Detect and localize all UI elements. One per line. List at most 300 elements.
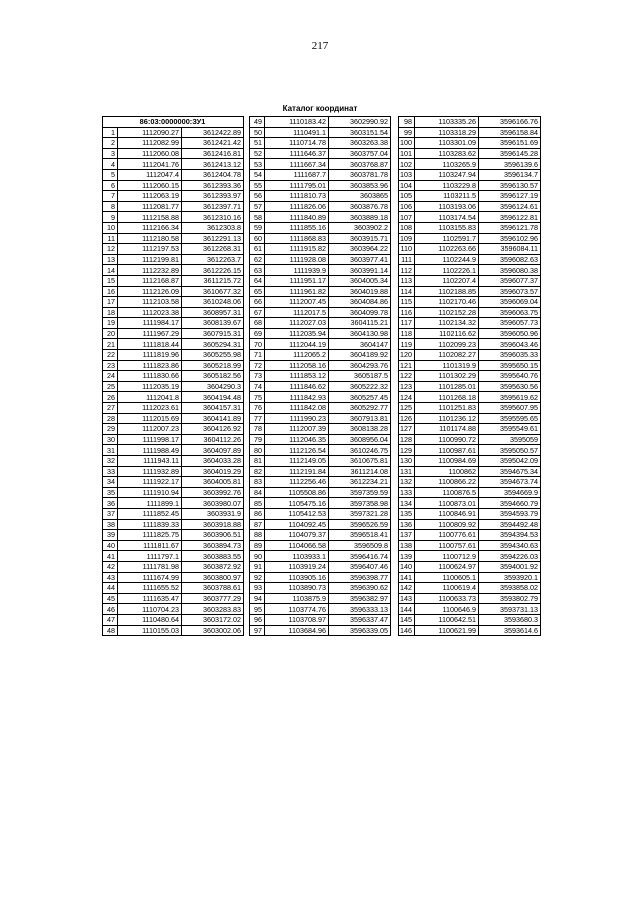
x-coordinate: 1103684.96: [265, 625, 329, 636]
table-row: [250, 614, 391, 625]
table-row: [399, 138, 541, 149]
x-coordinate: 1103919.24: [265, 561, 329, 572]
point-number: 133: [399, 487, 415, 498]
y-coordinate: 3604112.26: [182, 434, 244, 445]
y-coordinate: 3603991.14: [329, 265, 391, 276]
x-coordinate: 1111825.75: [118, 530, 182, 541]
x-coordinate: 1112126.09: [118, 286, 182, 297]
point-number: 30: [103, 434, 118, 445]
coordinate-table-right: [398, 116, 541, 636]
point-number: 31: [103, 445, 118, 456]
table-row: [250, 169, 391, 180]
x-coordinate: 1112017.5: [265, 307, 329, 318]
x-coordinate: 1100646.9: [415, 604, 479, 615]
x-coordinate: 1111826.06: [265, 201, 329, 212]
point-number: 27: [103, 403, 118, 414]
y-coordinate: 3604147: [329, 339, 391, 350]
y-coordinate: 3595059: [479, 434, 541, 445]
x-coordinate: 1100876.5: [415, 487, 479, 498]
point-number: 26: [103, 392, 118, 403]
coordinate-table-middle: [249, 116, 391, 636]
x-coordinate: 1110480.64: [118, 614, 182, 625]
y-coordinate: 3610677.32: [182, 286, 244, 297]
table-row: [103, 519, 244, 530]
point-number: 72: [250, 360, 265, 371]
table-row: [103, 583, 244, 594]
point-number: 51: [250, 138, 265, 149]
table-row: [399, 466, 541, 477]
y-coordinate: 3596073.57: [479, 286, 541, 297]
point-number: 32: [103, 456, 118, 467]
point-number: 44: [103, 583, 118, 594]
table-row: [250, 530, 391, 541]
table-row: [103, 392, 244, 403]
x-coordinate: 1102244.9: [415, 254, 479, 265]
y-coordinate: 3608957.31: [182, 307, 244, 318]
table-row: [103, 381, 244, 392]
x-coordinate: 1111928.08: [265, 254, 329, 265]
table-row: [250, 392, 391, 403]
x-coordinate: 1102207.4: [415, 275, 479, 286]
table-row: [399, 244, 541, 255]
table-row: [250, 424, 391, 435]
table-row: [399, 456, 541, 467]
x-coordinate: 1112035.94: [265, 328, 329, 339]
point-number: 20: [103, 328, 118, 339]
x-coordinate: 1102263.66: [415, 244, 479, 255]
point-number: 87: [250, 519, 265, 530]
y-coordinate: 3603918.88: [182, 519, 244, 530]
x-coordinate: 1111811.67: [118, 540, 182, 551]
x-coordinate: 1112191.84: [265, 466, 329, 477]
table-row: [250, 254, 391, 265]
x-coordinate: 1104079.37: [265, 530, 329, 541]
x-coordinate: 1111922.17: [118, 477, 182, 488]
table-row: [103, 138, 244, 149]
table-row: [399, 572, 541, 583]
y-coordinate: 3595607.95: [479, 403, 541, 414]
x-coordinate: 1101236.12: [415, 413, 479, 424]
point-number: 143: [399, 593, 415, 604]
point-number: 64: [250, 275, 265, 286]
point-number: 65: [250, 286, 265, 297]
y-coordinate: 3596139.6: [479, 159, 541, 170]
y-coordinate: 3596127.19: [479, 191, 541, 202]
table-row: [250, 551, 391, 562]
y-coordinate: 3596084.11: [479, 244, 541, 255]
table-row: [250, 328, 391, 339]
table-row: [399, 328, 541, 339]
y-coordinate: 3604157.31: [182, 403, 244, 414]
x-coordinate: 1111932.89: [118, 466, 182, 477]
x-coordinate: 1111990.23: [265, 413, 329, 424]
table-row: [399, 519, 541, 530]
table-row: [399, 254, 541, 265]
table-row: [399, 275, 541, 286]
x-coordinate: 1111655.52: [118, 583, 182, 594]
table-row: [399, 614, 541, 625]
x-coordinate: 1112232.89: [118, 265, 182, 276]
y-coordinate: 3603151.54: [329, 127, 391, 138]
point-number: 111: [399, 254, 415, 265]
point-number: 141: [399, 572, 415, 583]
table-row: [250, 445, 391, 456]
point-number: 73: [250, 371, 265, 382]
point-number: 12: [103, 244, 118, 255]
point-number: 131: [399, 466, 415, 477]
table-row: [399, 530, 541, 541]
y-coordinate: 3595595.65: [479, 413, 541, 424]
point-number: 29: [103, 424, 118, 435]
x-coordinate: 1110155.03: [118, 625, 182, 636]
y-coordinate: 3604097.89: [182, 445, 244, 456]
x-coordinate: 1103905.16: [265, 572, 329, 583]
point-number: 137: [399, 530, 415, 541]
y-coordinate: 3596509.8: [329, 540, 391, 551]
y-coordinate: 3604084.86: [329, 297, 391, 308]
y-coordinate: 3603964.22: [329, 244, 391, 255]
y-coordinate: 3596333.13: [329, 604, 391, 615]
x-coordinate: 1112046.35: [265, 434, 329, 445]
table-row: [103, 201, 244, 212]
table-row: [103, 244, 244, 255]
y-coordinate: 3605182.56: [182, 371, 244, 382]
point-number: 108: [399, 222, 415, 233]
x-coordinate: 1112027.03: [265, 318, 329, 329]
table-row: [250, 318, 391, 329]
y-coordinate: 3603980.07: [182, 498, 244, 509]
y-coordinate: 3612234.21: [329, 477, 391, 488]
point-number: 25: [103, 381, 118, 392]
table-row: [103, 360, 244, 371]
y-coordinate: 3607913.81: [329, 413, 391, 424]
table-row: [399, 117, 541, 128]
table-row: [250, 275, 391, 286]
y-coordinate: 3605222.32: [329, 381, 391, 392]
y-coordinate: 3612303.8: [182, 222, 244, 233]
x-coordinate: 1100642.51: [415, 614, 479, 625]
point-number: 2: [103, 138, 118, 149]
point-number: 28: [103, 413, 118, 424]
x-coordinate: 1103774.76: [265, 604, 329, 615]
table-row: [103, 328, 244, 339]
table-row: [103, 487, 244, 498]
table-row: [399, 434, 541, 445]
point-number: 98: [399, 117, 415, 128]
table-row: [103, 275, 244, 286]
point-number: 93: [250, 583, 265, 594]
table-row: [399, 191, 541, 202]
table-row: [103, 424, 244, 435]
table-row: [103, 307, 244, 318]
point-number: 69: [250, 328, 265, 339]
point-number: 60: [250, 233, 265, 244]
y-coordinate: 3596158.84: [479, 127, 541, 138]
y-coordinate: 3612422.89: [182, 127, 244, 138]
y-coordinate: 3595549.61: [479, 424, 541, 435]
table-row: [250, 148, 391, 159]
x-coordinate: 1112081.77: [118, 201, 182, 212]
table-row: [399, 222, 541, 233]
y-coordinate: 3593614.6: [479, 625, 541, 636]
y-coordinate: 3612226.15: [182, 265, 244, 276]
x-coordinate: 1111818.44: [118, 339, 182, 350]
point-number: 128: [399, 434, 415, 445]
table-row: [250, 625, 391, 636]
x-coordinate: 1100776.61: [415, 530, 479, 541]
x-coordinate: 1111855.16: [265, 222, 329, 233]
table-row: [399, 445, 541, 456]
point-number: 6: [103, 180, 118, 191]
point-number: 34: [103, 477, 118, 488]
point-number: 40: [103, 540, 118, 551]
y-coordinate: 3603902.2: [329, 222, 391, 233]
point-number: 37: [103, 508, 118, 519]
table-row: [250, 201, 391, 212]
y-coordinate: 3596130.57: [479, 180, 541, 191]
point-number: 97: [250, 625, 265, 636]
y-coordinate: 3612416.81: [182, 148, 244, 159]
y-coordinate: 3612263.7: [182, 254, 244, 265]
y-coordinate: 3594492.48: [479, 519, 541, 530]
y-coordinate: 3603172.02: [182, 614, 244, 625]
y-coordinate: 3605294.31: [182, 339, 244, 350]
table-row: [250, 360, 391, 371]
table-row: [250, 371, 391, 382]
table-row: [399, 625, 541, 636]
x-coordinate: 1111846.62: [265, 381, 329, 392]
x-coordinate: 1102134.32: [415, 318, 479, 329]
point-number: 138: [399, 540, 415, 551]
y-coordinate: 3603757.04: [329, 148, 391, 159]
y-coordinate: 3612397.71: [182, 201, 244, 212]
x-coordinate: 1112044.19: [265, 339, 329, 350]
table-row: [399, 307, 541, 318]
table-row: [250, 572, 391, 583]
x-coordinate: 1112015.69: [118, 413, 182, 424]
y-coordinate: 3594340.63: [479, 540, 541, 551]
table-row: [103, 614, 244, 625]
point-number: 9: [103, 212, 118, 223]
x-coordinate: 1103155.83: [415, 222, 479, 233]
x-coordinate: 1100873.01: [415, 498, 479, 509]
y-coordinate: 3596526.59: [329, 519, 391, 530]
y-coordinate: 3603915.71: [329, 233, 391, 244]
point-number: 46: [103, 604, 118, 615]
table-row: [250, 466, 391, 477]
y-coordinate: 3594226.03: [479, 551, 541, 562]
y-coordinate: 3594673.74: [479, 477, 541, 488]
y-coordinate: 3605218.99: [182, 360, 244, 371]
y-coordinate: 3595042.09: [479, 456, 541, 467]
point-number: 47: [103, 614, 118, 625]
y-coordinate: 3595650.15: [479, 360, 541, 371]
table-row: [399, 212, 541, 223]
point-number: 119: [399, 339, 415, 350]
y-coordinate: 3596077.37: [479, 275, 541, 286]
x-coordinate: 1112090.27: [118, 127, 182, 138]
x-coordinate: 1112060.08: [118, 148, 182, 159]
y-coordinate: 3604141.89: [182, 413, 244, 424]
point-number: 39: [103, 530, 118, 541]
point-number: 95: [250, 604, 265, 615]
y-coordinate: 3594593.79: [479, 508, 541, 519]
table-row: [103, 233, 244, 244]
x-coordinate: 1103247.94: [415, 169, 479, 180]
y-coordinate: 3603865: [329, 191, 391, 202]
y-coordinate: 3603889.18: [329, 212, 391, 223]
y-coordinate: 3610675.81: [329, 456, 391, 467]
point-number: 90: [250, 551, 265, 562]
table-row: [399, 551, 541, 562]
y-coordinate: 3595640.76: [479, 371, 541, 382]
table-row: [103, 222, 244, 233]
y-coordinate: 3612393.97: [182, 191, 244, 202]
x-coordinate: 1101302.29: [415, 371, 479, 382]
point-number: 121: [399, 360, 415, 371]
x-coordinate: 1112058.16: [265, 360, 329, 371]
y-coordinate: 3604099.78: [329, 307, 391, 318]
y-coordinate: 3596145.28: [479, 148, 541, 159]
table-row: [103, 169, 244, 180]
x-coordinate: 1111899.1: [118, 498, 182, 509]
table-row: [250, 339, 391, 350]
table-row: [250, 180, 391, 191]
y-coordinate: 3597321.28: [329, 508, 391, 519]
table-row: [399, 487, 541, 498]
x-coordinate: 1111988.49: [118, 445, 182, 456]
x-coordinate: 1101174.88: [415, 424, 479, 435]
x-coordinate: 1111687.7: [265, 169, 329, 180]
x-coordinate: 1112180.58: [118, 233, 182, 244]
point-number: 81: [250, 456, 265, 467]
point-number: 82: [250, 466, 265, 477]
point-number: 50: [250, 127, 265, 138]
table-row: [399, 350, 541, 361]
x-coordinate: 1103229.8: [415, 180, 479, 191]
y-coordinate: 3610248.06: [182, 297, 244, 308]
y-coordinate: 3604033.28: [182, 456, 244, 467]
x-coordinate: 1105475.16: [265, 498, 329, 509]
x-coordinate: 1112041.8: [118, 392, 182, 403]
x-coordinate: 1111810.73: [265, 191, 329, 202]
table-row: [399, 286, 541, 297]
table-row: [103, 561, 244, 572]
x-coordinate: 1100984.69: [415, 456, 479, 467]
table-row: [250, 222, 391, 233]
y-coordinate: 3604194.48: [182, 392, 244, 403]
point-number: 94: [250, 593, 265, 604]
point-number: 124: [399, 392, 415, 403]
y-coordinate: 3596518.41: [329, 530, 391, 541]
point-number: 104: [399, 180, 415, 191]
y-coordinate: 3608956.04: [329, 434, 391, 445]
table-row: [250, 413, 391, 424]
x-coordinate: 1112023.38: [118, 307, 182, 318]
point-number: 140: [399, 561, 415, 572]
y-coordinate: 3605292.77: [329, 403, 391, 414]
x-coordinate: 1112035.19: [118, 381, 182, 392]
point-number: 19: [103, 318, 118, 329]
x-coordinate: 1103318.29: [415, 127, 479, 138]
y-coordinate: 3603768.87: [329, 159, 391, 170]
point-number: 16: [103, 286, 118, 297]
point-number: 10: [103, 222, 118, 233]
table-row: [103, 625, 244, 636]
y-coordinate: 3612421.42: [182, 138, 244, 149]
point-number: 74: [250, 381, 265, 392]
x-coordinate: 1100987.61: [415, 445, 479, 456]
point-number: 67: [250, 307, 265, 318]
table-row: [250, 477, 391, 488]
x-coordinate: 1103174.54: [415, 212, 479, 223]
y-coordinate: 3611215.72: [182, 275, 244, 286]
y-coordinate: 3596390.62: [329, 583, 391, 594]
y-coordinate: 3604126.92: [182, 424, 244, 435]
x-coordinate: 1111943.11: [118, 456, 182, 467]
table-row: [250, 191, 391, 202]
y-coordinate: 3596050.96: [479, 328, 541, 339]
y-coordinate: 3612393.36: [182, 180, 244, 191]
y-coordinate: 3596035.33: [479, 350, 541, 361]
point-number: 75: [250, 392, 265, 403]
table-row: [250, 265, 391, 276]
x-coordinate: 1111797.1: [118, 551, 182, 562]
table-row: [399, 360, 541, 371]
point-number: 129: [399, 445, 415, 456]
x-coordinate: 1102188.85: [415, 286, 479, 297]
table-row: [399, 498, 541, 509]
table-row: [250, 561, 391, 572]
table-row: [399, 297, 541, 308]
x-coordinate: 1111674.99: [118, 572, 182, 583]
y-coordinate: 3594394.53: [479, 530, 541, 541]
point-number: 144: [399, 604, 415, 615]
point-number: 45: [103, 593, 118, 604]
point-number: 118: [399, 328, 415, 339]
point-number: 52: [250, 148, 265, 159]
table-row: [103, 540, 244, 551]
table-row: [103, 604, 244, 615]
x-coordinate: 1103211.5: [415, 191, 479, 202]
point-number: 43: [103, 572, 118, 583]
point-number: 91: [250, 561, 265, 572]
y-coordinate: 3612310.16: [182, 212, 244, 223]
x-coordinate: 1100619.4: [415, 583, 479, 594]
point-number: 55: [250, 180, 265, 191]
y-coordinate: 3603800.97: [182, 572, 244, 583]
x-coordinate: 1103890.73: [265, 583, 329, 594]
y-coordinate: 3593858.02: [479, 583, 541, 594]
x-coordinate: 1112082.99: [118, 138, 182, 149]
y-coordinate: 3603777.29: [182, 593, 244, 604]
y-coordinate: 3596382.97: [329, 593, 391, 604]
y-coordinate: 3604293.76: [329, 360, 391, 371]
point-number: 85: [250, 498, 265, 509]
table-row: [250, 350, 391, 361]
x-coordinate: 1100624.97: [415, 561, 479, 572]
table-row: [399, 318, 541, 329]
table-row: [103, 413, 244, 424]
x-coordinate: 1112166.34: [118, 222, 182, 233]
point-number: 83: [250, 477, 265, 488]
table-row: [250, 159, 391, 170]
x-coordinate: 1111961.82: [265, 286, 329, 297]
x-coordinate: 1103301.09: [415, 138, 479, 149]
point-number: 116: [399, 307, 415, 318]
point-number: 62: [250, 254, 265, 265]
y-coordinate: 3596398.77: [329, 572, 391, 583]
